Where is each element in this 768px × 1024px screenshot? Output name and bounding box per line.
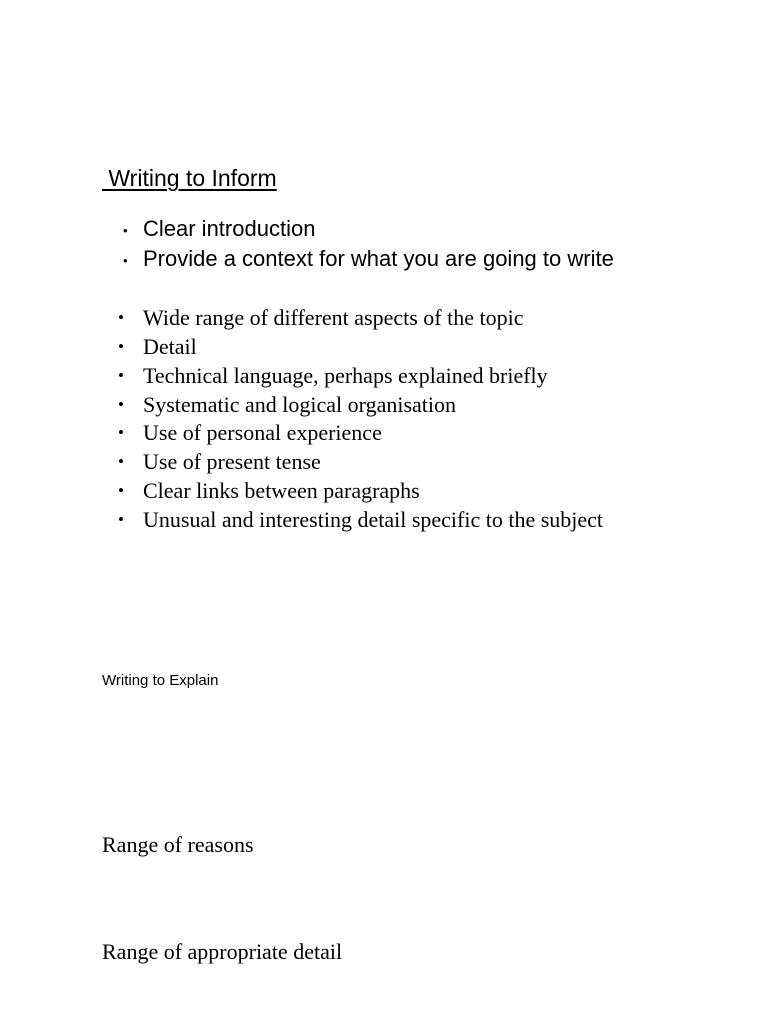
bullet-icon: • [118,366,124,385]
list-item-text: Detail [143,334,197,359]
list-item-text: Use of personal experience [143,420,382,445]
list-item-text: Unusual and interesting detail specific to the subject [143,507,604,532]
list-item-text: Use of present tense [143,449,321,474]
bullet-icon: • [118,395,124,414]
bullet-icon: • [123,223,128,238]
list-item-text: Wide range of different aspects of the topic [143,305,524,330]
bullet-icon: • [118,510,124,529]
bullet-icon: • [118,308,124,327]
bullet-icon: • [118,481,124,500]
explain-paragraph: Range of reasons [102,832,254,857]
inform-heading: Writing to Inform [102,165,277,191]
list-item-text: Clear links between paragraphs [143,478,420,503]
list-item-text: Clear introduction [143,216,316,241]
bullet-icon: • [123,253,128,268]
list-item-text: Technical language, perhaps explained briefly [143,363,548,388]
explain-paragraph: Range of appropriate detail [102,939,343,964]
bullet-icon: • [118,423,124,442]
bullet-icon: • [118,452,124,471]
bullet-icon: • [118,337,124,356]
list-item-text: Provide a context for what you are going to write [143,246,614,271]
explain-heading: Writing to Explain [102,672,219,689]
list-item-text: Systematic and logical organisation [143,392,457,417]
